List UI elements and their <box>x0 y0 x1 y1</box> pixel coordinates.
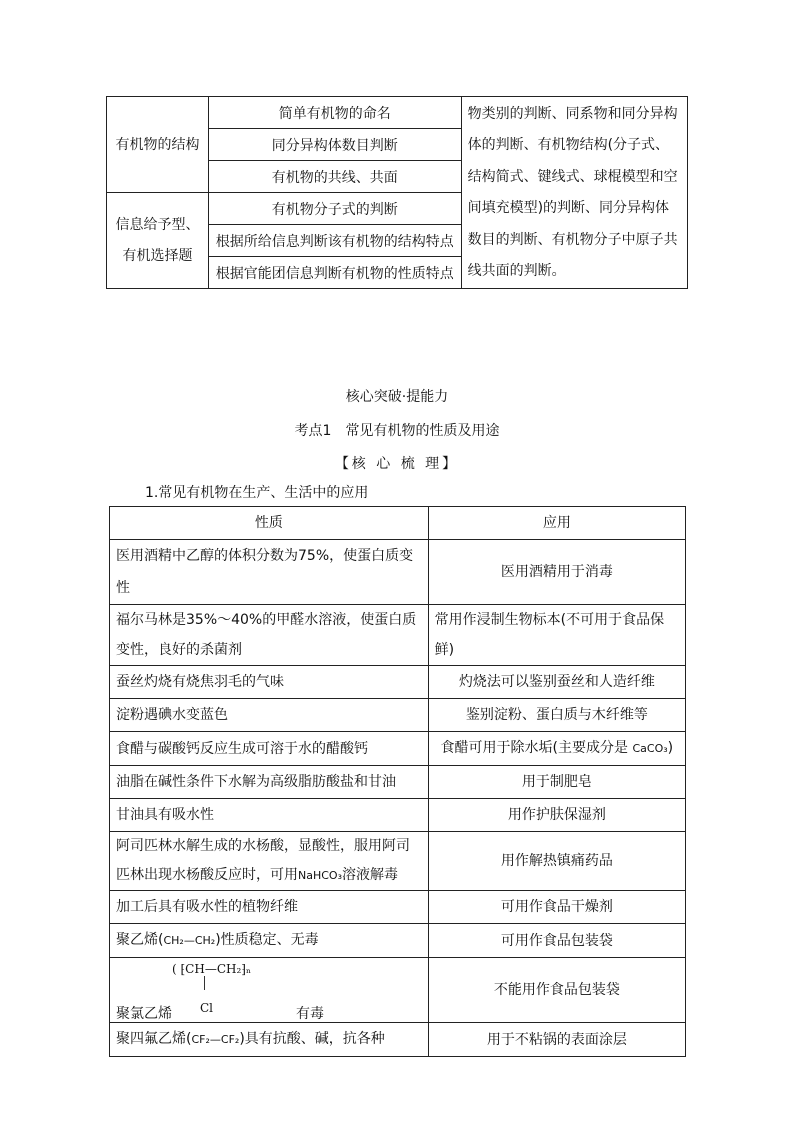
category-cell: 信息给予型、有机选择题 <box>107 193 209 289</box>
use-cell: 灼烧法可以鉴别蚕丝和人造纤维 <box>428 666 685 699</box>
use-cell: 用作护肤保湿剂 <box>428 799 685 832</box>
use-cell: 不能用作食品包装袋 <box>428 958 685 1023</box>
exam-topic-table <box>106 96 688 289</box>
property-text: )具有抗酸、碱，抗各种 <box>239 1031 385 1047</box>
property-text: 聚乙烯( <box>116 932 164 948</box>
property-text: 聚氯乙烯 <box>116 1006 172 1022</box>
chemical-formula: NaHCO₃ <box>298 869 342 882</box>
property-cell: 食醋与碳酸钙反应生成可溶于水的醋酸钙 <box>110 732 429 766</box>
topic-cell: 有机物的共线、共面 <box>208 161 461 193</box>
property-cell: 油脂在碱性条件下水解为高级脂肪酸盐和甘油 <box>110 766 429 799</box>
use-cell: 用于制肥皂 <box>428 766 685 799</box>
property-cell <box>110 958 429 1023</box>
topic-label: 考点1 <box>294 423 332 439</box>
subsection-heading: 【核 心 梳 理】 <box>334 456 460 472</box>
use-cell: 鉴别淀粉、蛋白质与木纤维等 <box>428 699 685 732</box>
property-cell: 蚕丝灼烧有烧焦羽毛的气味 <box>110 666 429 699</box>
use-cell: 常用作浸制生物标本(不可用于食品保鲜) <box>428 605 685 666</box>
property-use-table <box>109 506 686 1057</box>
property-cell: 淀粉遇碘水变蓝色 <box>110 699 429 732</box>
property-cell: 甘油具有吸水性 <box>110 799 429 832</box>
topic-cell: 根据所给信息判断该有机物的结构特点 <box>208 225 461 257</box>
topic-cell: 根据官能团信息判断有机物的性质特点 <box>208 257 461 289</box>
property-text: 有毒 <box>296 1006 324 1022</box>
property-text: 阿司匹林水解生成的水杨酸，显酸性，服用阿司匹林出现水杨酸反应时，可用 <box>116 838 410 883</box>
property-text: 聚四氟乙烯( <box>116 1031 192 1047</box>
topic-cell: 简单有机物的命名 <box>208 97 461 129</box>
bond-line <box>204 976 205 990</box>
topic-cell: 有机物分子式的判断 <box>208 193 461 225</box>
topic-cell: 同分异构体数目判断 <box>208 129 461 161</box>
property-cell: 加工后具有吸水性的植物纤维 <box>110 891 429 924</box>
use-cell: 用于不粘锅的表面涂层 <box>428 1023 685 1057</box>
property-text: )性质稳定、无毒 <box>215 932 319 948</box>
chemical-formula: CF₂—CF₂ <box>191 1033 240 1046</box>
substituent-label: Cl <box>200 1001 214 1015</box>
property-text: 溶液解毒 <box>342 867 398 883</box>
property-cell <box>110 832 429 891</box>
topic-note-cell: 物类别的判断、同系物和同分异构体的判断、有机物结构(分子式、结构简式、键线式、球棍模型和空间填充模型)的判断、同分异构体数目的判断、有机物分子中原子共线共面的判断。 <box>461 97 687 289</box>
property-cell: 医用酒精中乙醇的体积分数为75%，使蛋白质变性 <box>110 540 429 605</box>
property-cell <box>110 924 429 958</box>
topic-title: 常见有机物的性质及用途 <box>345 423 500 439</box>
section-heading: 核心突破·提能力 <box>345 389 449 405</box>
use-cell: 可用作食品包装袋 <box>428 924 685 958</box>
structural-formula: ( ⁅CH—CH₂⁆ₙ <box>172 962 252 976</box>
chemical-formula: CaCO₃ <box>632 742 668 755</box>
use-cell <box>428 732 685 766</box>
use-cell: 用作解热镇痛药品 <box>428 832 685 891</box>
column-header: 性质 <box>110 507 429 540</box>
category-cell: 有机物的结构 <box>107 97 209 193</box>
chemical-formula: CH₂—CH₂ <box>163 934 216 947</box>
list-heading: 1.常见有机物在生产、生活中的应用 <box>145 485 369 501</box>
use-text: ) <box>667 740 674 756</box>
topic-heading <box>0 420 794 440</box>
use-text: 食醋可用于除水垢(主要成分是 <box>440 740 629 756</box>
property-cell: 福尔马林是35%～40%的甲醛水溶液，使蛋白质变性，良好的杀菌剂 <box>110 605 429 666</box>
column-header: 应用 <box>428 507 685 540</box>
use-cell: 医用酒精用于消毒 <box>428 540 685 605</box>
use-cell: 可用作食品干燥剂 <box>428 891 685 924</box>
